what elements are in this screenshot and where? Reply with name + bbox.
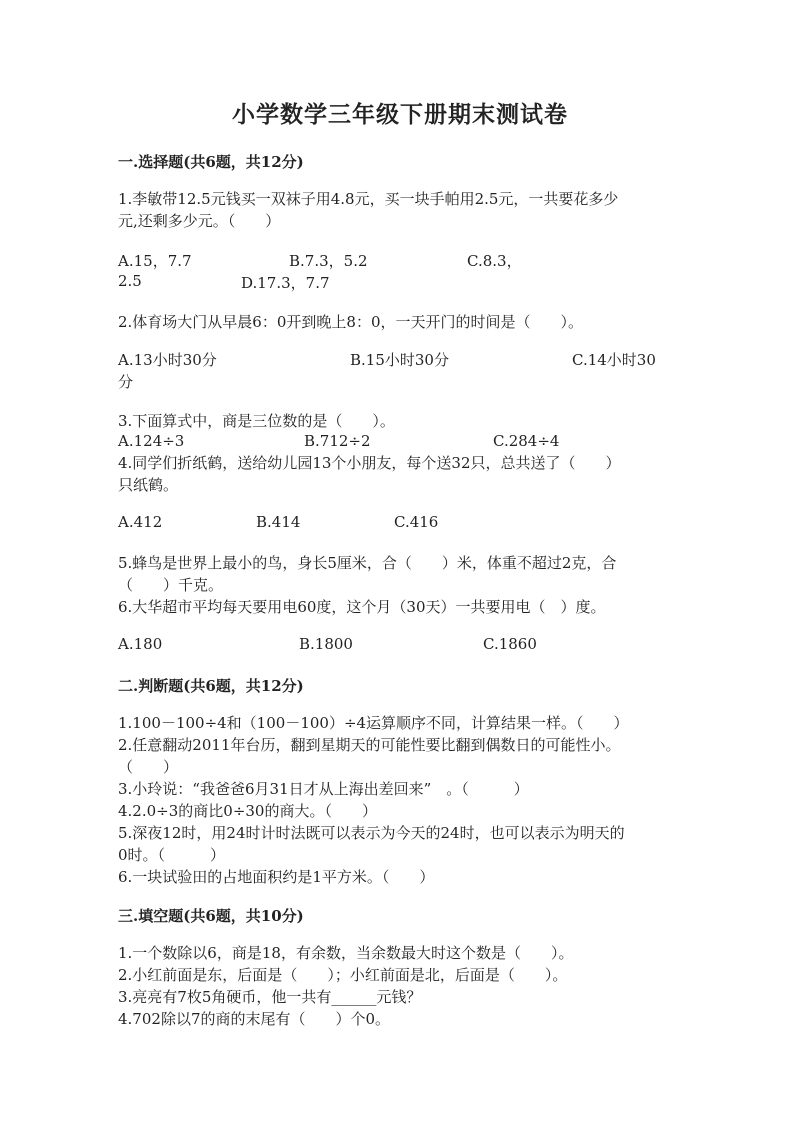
question-2-option-c: C.14小时30 [572, 351, 656, 369]
question-6-option-a: A.180 [118, 635, 163, 653]
question-3-text: 3.下面算式中，商是三位数的是（ ）。 [118, 412, 395, 430]
question-1-option-d: D.17.3，7.7 [241, 274, 330, 292]
judgment-1-text: 1.100－100÷4和（100－100）÷4运算顺序不同，计算结果一样。（ ） [118, 714, 629, 732]
question-3-option-c: C.284÷4 [493, 432, 560, 450]
question-5-text-cont: （ ）千克。 [118, 576, 224, 594]
section-heading-choice: 一.选择题(共6题，共12分) [118, 153, 304, 171]
fill-2-text: 2.小红前面是东，后面是（ ）；小红前面是北，后面是（ ）。 [118, 966, 568, 984]
judgment-5-text: 5.深夜12时，用24时计时法既可以表示为今天的24时，也可以表示为明天的 [118, 824, 625, 842]
question-1-option-c-cont: 2.5 [118, 272, 142, 290]
judgment-2-text: 2.任意翻动2011年台历，翻到星期天的可能性要比翻到偶数日的可能性小。 [118, 736, 621, 754]
question-4-option-c: C.416 [394, 513, 439, 531]
question-1-text-cont: 元,还剩多少元。（ ） [118, 212, 281, 230]
question-2-text: 2.体育场大门从早晨6：0开到晚上8：0，一天开门的时间是（ ）。 [118, 313, 583, 331]
question-3-option-a: A.124÷3 [118, 432, 185, 450]
question-1-option-b: B.7.3，5.2 [289, 252, 368, 270]
question-2-option-c-cont: 分 [118, 373, 134, 391]
question-4-option-a: A.412 [118, 513, 163, 531]
section-heading-fill-blank: 三.填空题(共6题，共10分) [118, 907, 304, 925]
judgment-4-text: 4.2.0÷3的商比0÷30的商大。（ ） [118, 802, 377, 820]
question-4-text: 4.同学们折纸鹤，送给幼儿园13个小朋友，每个送32只，总共送了（ ） [118, 454, 621, 472]
question-1-option-c: C.8.3， [467, 252, 522, 270]
judgment-2-text-cont: （ ） [118, 758, 179, 776]
question-6-text: 6.大华超市平均每天要用电60度，这个月（30天）一共要用电（ ）度。 [118, 598, 606, 616]
question-6-option-b: B.1800 [299, 635, 353, 653]
question-1-option-a: A.15，7.7 [118, 252, 192, 270]
page-title: 小学数学三年级下册期末测试卷 [232, 101, 568, 128]
question-2-option-b: B.15小时30分 [350, 351, 449, 369]
question-1-text: 1.李敏带12.5元钱买一双袜子用4.8元，买一块手帕用2.5元，一共要花多少 [118, 190, 619, 208]
judgment-3-text: 3.小玲说：“我爸爸6月31日才从上海出差回来” 。（ ） [118, 780, 529, 798]
fill-1-text: 1.一个数除以6，商是18，有余数，当余数最大时这个数是（ ）。 [118, 944, 574, 962]
section-heading-judgment: 二.判断题(共6题，共12分) [118, 677, 304, 695]
fill-3-text: 3.亮亮有7枚5角硬币，他一共有______元钱？ [118, 988, 422, 1006]
judgment-5-text-cont: 0时。（ ） [118, 846, 226, 864]
question-4-text-cont: 只纸鹤。 [118, 476, 179, 494]
question-5-text: 5.蜂鸟是世界上最小的鸟，身长5厘米，合（ ）米，体重不超过2克，合 [118, 554, 617, 572]
fill-4-text: 4.702除以7的商的末尾有（ ）个0。 [118, 1010, 391, 1028]
judgment-6-text: 6.一块试验田的占地面积约是1平方米。（ ） [118, 868, 435, 886]
question-6-option-c: C.1860 [483, 635, 537, 653]
question-3-option-b: B.712÷2 [304, 432, 371, 450]
question-2-option-a: A.13小时30分 [118, 351, 217, 369]
question-4-option-b: B.414 [256, 513, 301, 531]
